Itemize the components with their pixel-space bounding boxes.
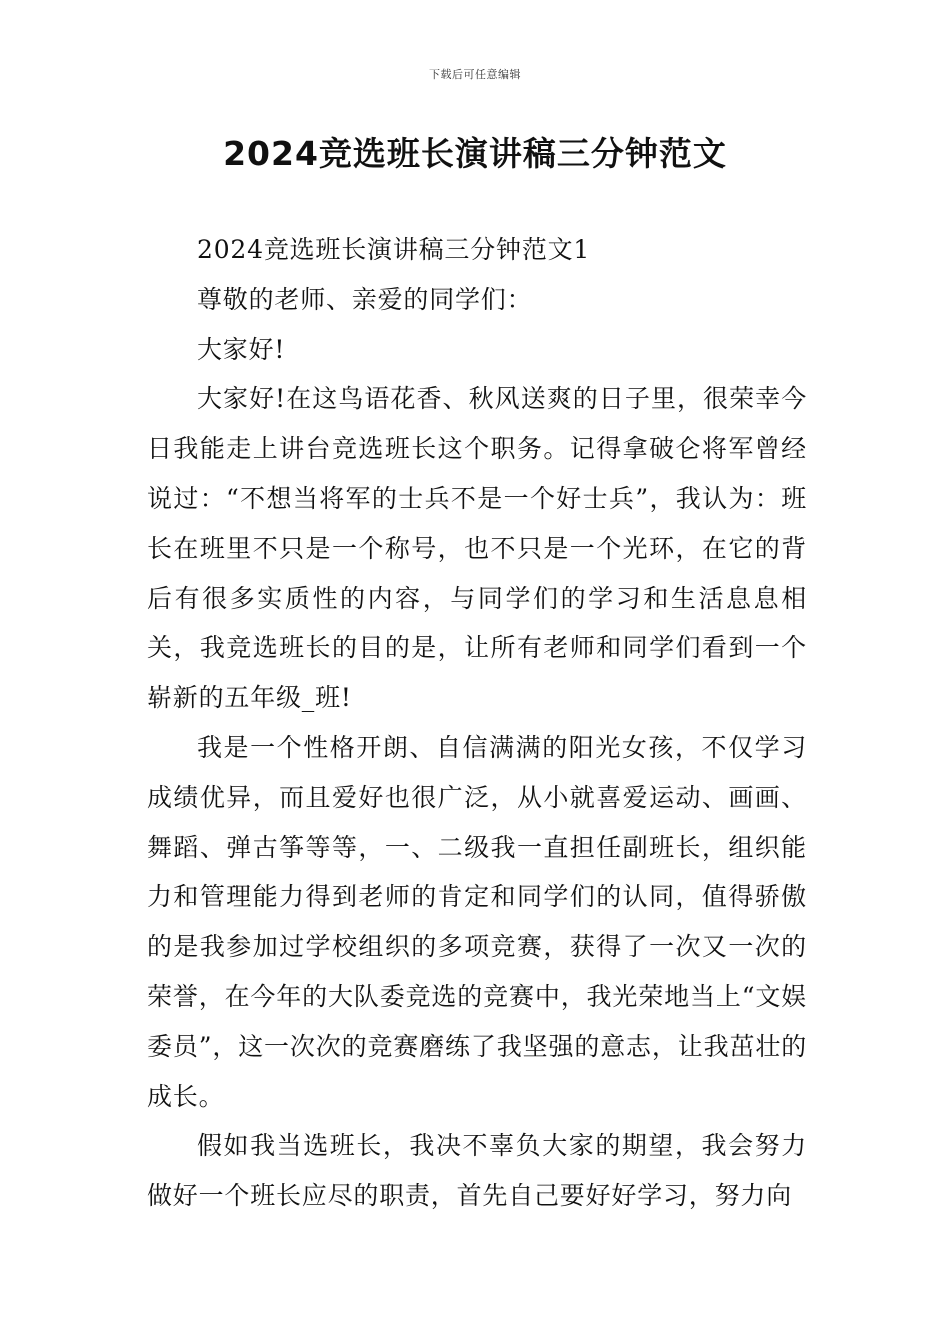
paragraph-salutation: 尊敬的老师、亲爱的同学们： [197, 284, 533, 314]
document-body [147, 225, 807, 1221]
paragraph-body: 我是一个性格开朗、自信满满的阳光女孩，不仅学习成绩优异，而且爱好也很广泛，从小就喜爱运动、画画、舞蹈、弹古筝等等，一、二级我一直担任副班长，组织能力和管理能力得到老师的肯定和同学们的认同，值得骄傲的是我参加过学校组织的多项竞赛，获得了一次又一次的荣誉，在今年的大队委竞选的竞赛中，我光荣地当上“文娱委员”，这一次次的竞赛磨练了我坚强的意志，让我茁壮的成长。 [147, 732, 807, 1111]
paragraph-subtitle: 2024竞选班长演讲稿三分钟范文1 [197, 235, 591, 264]
paragraph-body: 假如我当选班长，我决不辜负大家的期望，我会努力做好一个班长应尽的职责，首先自己要好好学习，努力向 [147, 1131, 807, 1211]
document-title: 2024竞选班长演讲稿三分钟范文 [223, 134, 727, 173]
paragraph-body: 大家好!在这鸟语花香、秋风送爽的日子里，很荣幸今日我能走上讲台竞选班长这个职务。记得拿破仑将军曾经说过：“不想当将军的士兵不是一个好士兵”，我认为：班长在班里不只是一个称号，也不只是一个光环，在它的背后有很多实质性的内容，与同学们的学习和生活息息相关，我竞选班长的目的是，让所有老师和同学们看到一个崭新的五年级_班! [147, 384, 807, 713]
paragraph-greeting: 大家好! [197, 334, 286, 364]
header-note: 下载后可任意编辑 [429, 68, 521, 81]
